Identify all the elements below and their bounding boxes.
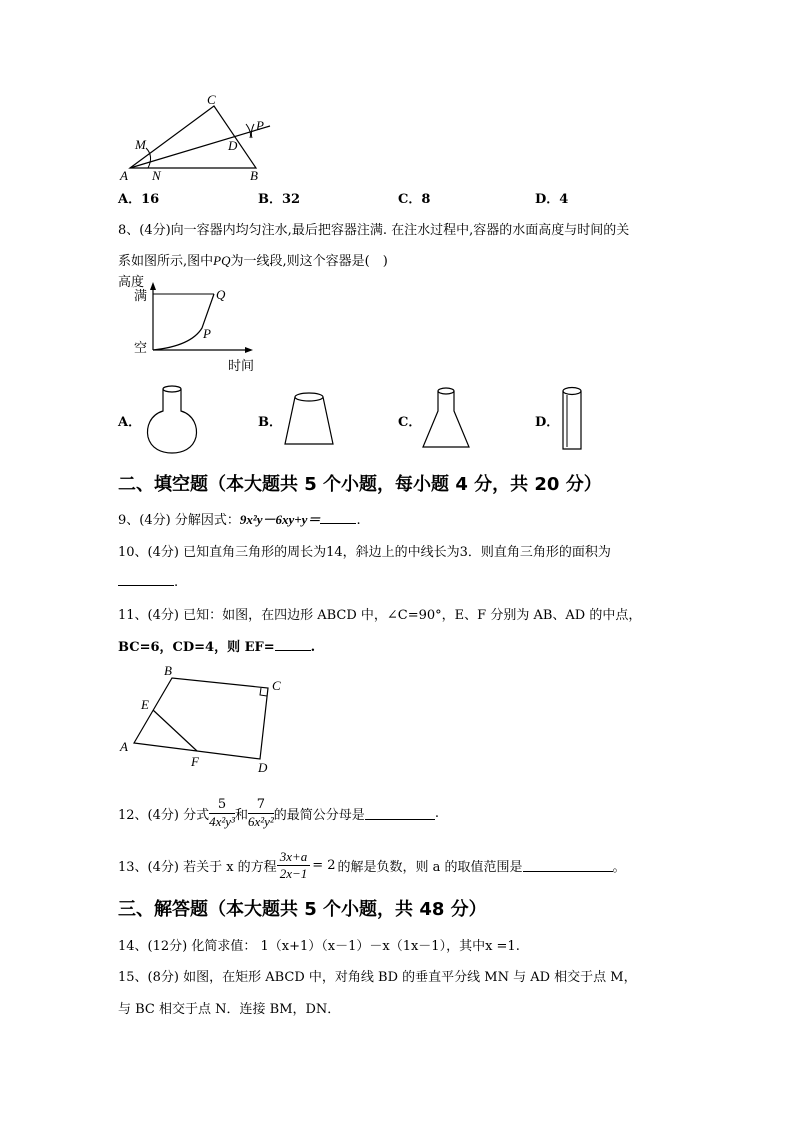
q12-text: 的最简公分母是 (273, 808, 365, 823)
water-level-graph (116, 272, 266, 378)
q7-option-d: D．4 (535, 192, 569, 207)
segment-ef (153, 710, 197, 751)
q11-end: . (310, 640, 316, 655)
q8-line2-pre: 系如图所示,图中 (118, 254, 214, 269)
section2-title: 二、填空题（本大题共 5 个小题，每小题 4 分，共 20 分） (118, 474, 602, 495)
q15-line1: 15、(8分) 如图，在矩形 ABCD 中，对角线 BD 的垂直平分线 MN 与 AD 相交于点 M， (118, 970, 637, 985)
ray-ap (130, 126, 270, 168)
q8-line2-post: 为一线段,则这个容器是( ) (230, 254, 388, 269)
arc-at-a (146, 148, 151, 168)
q9-end: . (356, 513, 361, 528)
q8-option-a: A． (118, 415, 142, 430)
graph-full-label: 满 (134, 289, 148, 304)
arc-p1 (246, 124, 251, 138)
q13-answer-blank[interactable] (523, 859, 613, 872)
conical-flask-icon (420, 385, 472, 451)
q7-option-c: C．8 (398, 192, 431, 207)
q12-prompt: 12、(4分) 分式 (118, 808, 210, 823)
q13-equals: = 2 (312, 858, 336, 873)
frustum-icon (281, 390, 337, 448)
q13-fraction: $\frac{3x+a}{2x-1}$ (277, 849, 311, 882)
label-a: A (120, 739, 128, 754)
q15-line2: 与 BC 相交于点 N．连接 BM，DN． (118, 1002, 341, 1017)
q9-answer-blank[interactable] (320, 511, 356, 524)
q8-line2 (118, 250, 388, 269)
label-f: F (191, 754, 199, 769)
graph-label-q: Q (216, 287, 226, 302)
q11-line2 (118, 636, 315, 655)
q11-line2-text: BC=6，CD=4，则 EF= (118, 640, 275, 655)
label-m: M (135, 137, 146, 152)
q10-line1: 10、(4分) 已知直角三角形的周长为14，斜边上的中线长为3．则直角三角形的面积为 (118, 545, 611, 560)
q9-expression: 9x²y－6xy+y＝ (239, 512, 321, 527)
q10-answer-blank[interactable] (118, 573, 174, 586)
q7-option-a: A．16 (118, 192, 160, 207)
label-p: P (256, 118, 264, 133)
q8-option-d: D． (535, 415, 560, 430)
q12-answer-blank[interactable] (365, 807, 435, 820)
triangle-abc (130, 106, 256, 168)
q14: 14、(12分) 化简求值： 1（x+1）（x－1）－x（1x－1），其中x =1. (118, 939, 520, 954)
flask-round-icon (144, 383, 200, 455)
label-d: D (258, 760, 268, 775)
q12-fraction-2: $\frac{7}{\text{6x²y²}}$ (247, 797, 274, 829)
x-axis-arrow (245, 347, 253, 353)
label-d: D (228, 138, 238, 153)
cylinder-icon (558, 385, 586, 453)
label-a: A (120, 168, 128, 182)
label-n: N (152, 168, 161, 182)
label-b: B (164, 663, 172, 678)
graph-x-label: 时间 (228, 359, 255, 374)
q11-line1: 11、(4分) 已知：如图，在四边形 ABCD 中，∠C=90°，E、F 分别为 AB、AD 的中点， (118, 608, 642, 623)
y-axis-arrow (150, 282, 156, 290)
quad-abcd (134, 678, 268, 759)
q8-option-c: C． (398, 415, 422, 430)
label-e: E (141, 697, 149, 712)
q12-end: . (434, 806, 439, 821)
q10-end: . (174, 575, 179, 590)
graph-label-p: P (203, 326, 211, 341)
section3-title: 三、解答题（本大题共 5 个小题，共 48 分） (118, 899, 487, 920)
q13-end: 。 (612, 860, 626, 875)
q9 (118, 509, 361, 528)
q13-prompt: 13、(4分) 若关于 x 的方程 (118, 860, 277, 875)
graph-y-label: 高度 (118, 275, 145, 290)
q12-fraction-1: $\frac{5}{\text{4x²y³}}$ (209, 797, 235, 829)
quadrilateral-figure-q11 (116, 663, 296, 775)
triangle-figure-q7 (118, 92, 278, 182)
q8-option-b: B． (258, 415, 282, 430)
q12-and: 和 (234, 808, 248, 823)
graph-empty-label: 空 (134, 341, 148, 356)
graph-curve (153, 294, 214, 350)
q8-var-pq: PQ (213, 253, 231, 268)
q12 (118, 797, 439, 830)
right-angle-mark (260, 688, 267, 696)
q8-line1: 8、(4分)向一容器内均匀注水,最后把容器注满. 在注水过程中,容器的水面高度与时间的关 (118, 223, 630, 238)
q9-prompt: 9、(4分) 分解因式： (118, 513, 240, 528)
q10-line2 (118, 573, 178, 590)
q13 (118, 849, 626, 882)
label-c: C (207, 92, 216, 107)
q13-text: 的解是负数，则 a 的取值范围是 (337, 860, 523, 875)
label-b: B (250, 168, 258, 182)
q11-answer-blank[interactable] (275, 638, 311, 651)
label-c: C (272, 678, 281, 693)
q7-option-b: B．32 (258, 192, 301, 207)
